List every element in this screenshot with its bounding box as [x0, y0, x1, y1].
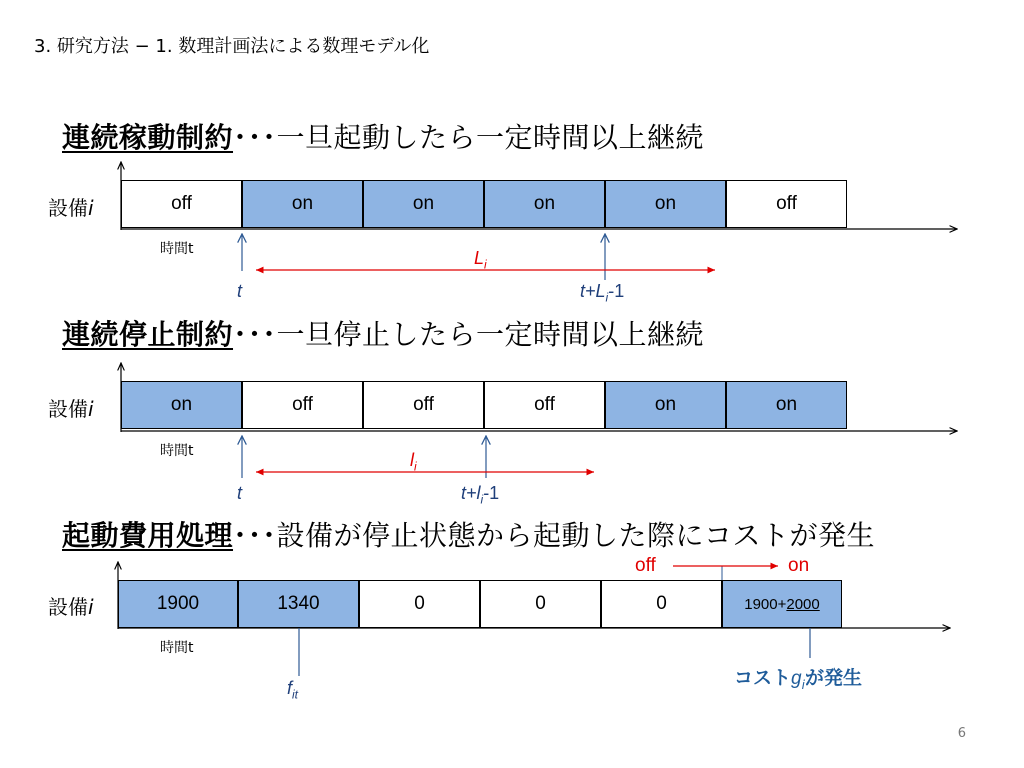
s2-span-label-main: l — [410, 450, 414, 470]
s1-end-label-sub: i — [605, 290, 609, 305]
s2-end-label-var: l — [476, 483, 481, 503]
s1-end-label-post: -1 — [608, 281, 625, 301]
section-2-title-bold: 連続停止制約 — [62, 318, 234, 351]
s2-start-label: t — [237, 483, 243, 503]
s3-cell-2: 1340 — [238, 580, 359, 628]
s3-cell-4: 0 — [480, 580, 601, 628]
s2-span-label — [410, 450, 417, 474]
equipment-label-1-text: 設備 — [48, 196, 88, 220]
s3-time-label: 時間t — [160, 640, 194, 656]
s3-f-label-main: f — [287, 678, 293, 698]
slide-header: 3. 研究方法 − 1. 数理計画法による数理モデル化 — [34, 36, 430, 57]
s2-cell-1: on — [121, 381, 242, 429]
s2-cell-2: off — [242, 381, 363, 429]
s3-cost-label-pre: コスト — [734, 667, 792, 689]
s2-end-label-post: -1 — [483, 483, 500, 503]
s3-cell-3: 0 — [359, 580, 480, 628]
s2-time-label: 時間t — [160, 443, 194, 459]
equipment-label-2-text: 設備 — [48, 397, 88, 421]
s2-span-label-sub: i — [414, 459, 417, 474]
s2-end-label-pre: t+ — [461, 483, 477, 503]
equipment-label-2-var: i — [88, 397, 94, 421]
s3-cost-label-var: g — [791, 668, 802, 689]
s3-cell-5: 0 — [601, 580, 722, 628]
section-2-title-rest: ･･･一旦停止したら一定時間以上継続 — [233, 318, 705, 351]
s3-f-label — [287, 678, 298, 702]
s3-transition-to: on — [788, 555, 810, 576]
s2-end-label — [461, 483, 499, 507]
section-1-title-rest: ･･･一旦起動したら一定時間以上継続 — [233, 121, 705, 154]
section-3-title-rest: ･･･設備が停止状態から起動した際にコストが発生 — [233, 519, 876, 552]
s2-end-label-sub: i — [480, 492, 484, 507]
s1-time-label: 時間t — [160, 241, 194, 257]
s1-cell-5: on — [605, 180, 726, 228]
s1-cell-2: on — [242, 180, 363, 228]
s2-cell-6: on — [726, 381, 847, 429]
s1-span-label — [474, 248, 487, 272]
equipment-label-3-text: 設備 — [48, 595, 88, 619]
section-1-title-bold: 連続稼動制約 — [62, 121, 234, 154]
page-number: 6 — [957, 726, 966, 741]
s2-cell-3: off — [363, 381, 484, 429]
s2-cell-4: off — [484, 381, 605, 429]
s3-cost-label — [734, 663, 862, 692]
s2-cell-5: on — [605, 381, 726, 429]
s1-end-label-var: L — [595, 281, 606, 301]
equipment-label-1-var: i — [88, 196, 94, 220]
s1-span-label-sub: i — [484, 257, 487, 272]
s3-cell-6-added: 2000 — [786, 595, 820, 613]
s3-transition-from: off — [635, 555, 656, 576]
s1-cell-6: off — [726, 180, 847, 228]
s1-end-label-pre: t+ — [580, 281, 596, 301]
s1-cell-4: on — [484, 180, 605, 228]
equipment-label-3-var: i — [88, 595, 94, 619]
s1-end-label — [580, 281, 624, 305]
s1-cell-1: off — [121, 180, 242, 228]
s3-cost-label-post: が発生 — [804, 667, 862, 689]
s3-cost-label-sub: i — [801, 677, 805, 692]
section-3-title-bold: 起動費用処理 — [62, 519, 234, 552]
s1-span-label-main: L — [474, 248, 485, 268]
s3-cell-6-base: 1900+ — [744, 595, 787, 613]
s3-cell-1: 1900 — [118, 580, 238, 628]
s1-start-label: t — [237, 281, 243, 301]
s1-cell-3: on — [363, 180, 484, 228]
s3-f-label-sub: it — [292, 687, 299, 702]
s3-cell-6 — [722, 580, 842, 628]
